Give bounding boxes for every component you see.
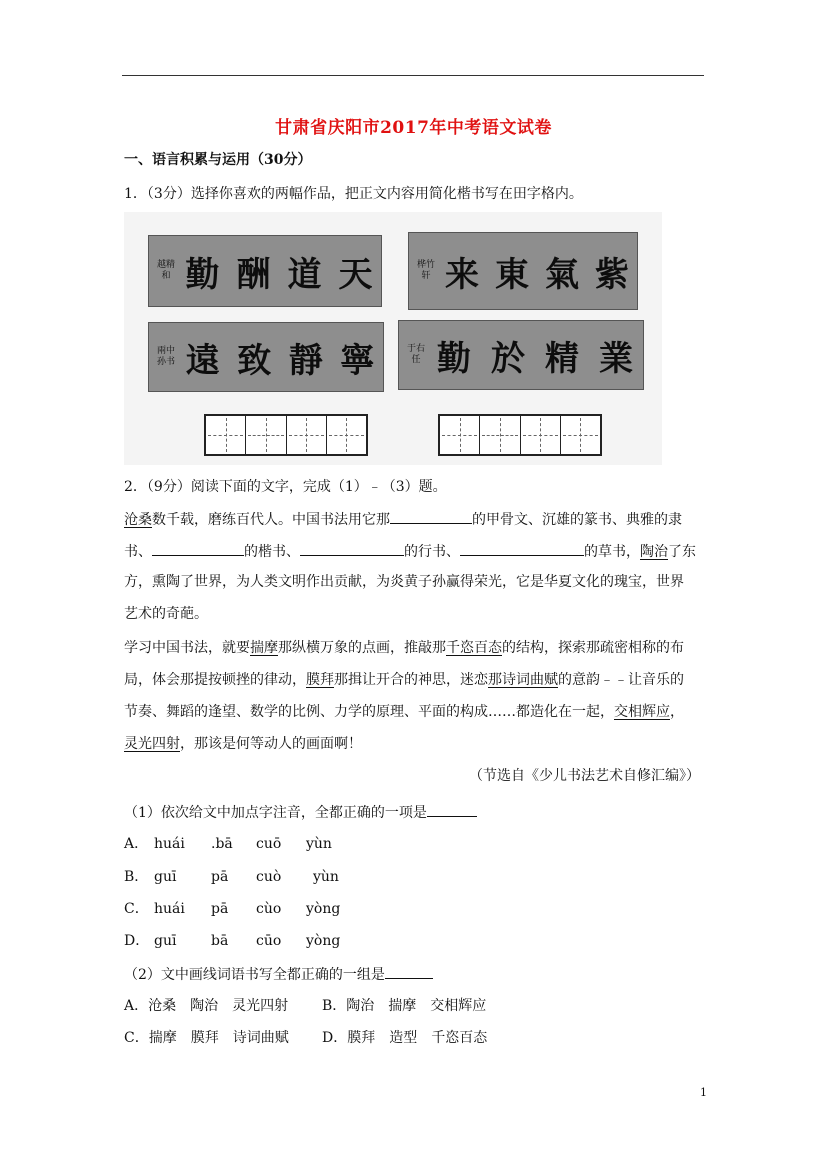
banner-char: 天 <box>338 254 373 295</box>
banner-char: 来 <box>445 254 479 295</box>
banner-char: 寧 <box>340 340 375 381</box>
banner-char: 道 <box>287 254 322 295</box>
sub-question-1: （1）依次给文中加点字注音，全都正确的一项是 <box>124 802 477 822</box>
page-number: 1 <box>700 1086 707 1099</box>
passage-line: 书、 的楷书、 的行书、 的草书，陶治了东 <box>124 541 696 561</box>
answer-blank[interactable] <box>385 964 433 979</box>
banner-signature: 兩中孙书 <box>156 346 175 367</box>
underlined-word: 陶治 <box>640 544 668 560</box>
underlined-word: 沧桑 <box>124 512 152 528</box>
banner-char: 勤 <box>437 338 471 379</box>
banner-char: 酬 <box>236 254 271 295</box>
option-row <box>124 997 486 1015</box>
option-c[interactable]: C． huái pā cùo yòng <box>124 901 341 917</box>
banner-char: 精 <box>545 338 579 379</box>
calligraphy-banner <box>398 320 644 390</box>
option-b[interactable]: B． guī pā cuò yùn <box>124 869 339 885</box>
calligraphy-banner <box>148 235 382 307</box>
banner-char: 業 <box>599 338 633 379</box>
underlined-word: 千恣百态 <box>446 640 502 656</box>
option-a[interactable]: A． huái .bā cuō yùn <box>124 836 332 852</box>
calligraphy-figure <box>124 212 662 465</box>
header-rule <box>122 75 704 76</box>
question-1-text: 1．（3分）选择你喜欢的两幅作品，把正文内容用简化楷书写在田字格内。 <box>124 186 583 202</box>
sub-question-2: （2）文中画线词语书写全都正确的一组是 <box>124 964 433 984</box>
answer-blank[interactable] <box>390 509 472 524</box>
banner-signature: 越精和 <box>156 260 175 281</box>
passage-line: 学习中国书法，就要揣摩那纵横万象的点画，推敲那千恣百态的结构，探索那疏密相称的布 <box>124 640 684 656</box>
banner-char: 靜 <box>288 340 323 381</box>
underlined-word: 交相辉应 <box>614 704 670 720</box>
passage-line: 沧桑数千载，磨练百代人。中国书法用它那 的甲骨文、沉雄的篆书、典雅的隶 <box>124 509 682 529</box>
passage-line: 灵光四射，那该是何等动人的画面啊！ <box>124 736 362 752</box>
answer-blank[interactable] <box>460 541 584 556</box>
option-d[interactable]: D．膜拜 造型 千恣百态 <box>322 1030 488 1046</box>
exam-title: 甘肃省庆阳市2017年中考语文试卷 <box>275 118 552 138</box>
passage-line: 节奏、舞蹈的逢望、数学的比例、力学的原理、平面的构成……都造化在一起，交相辉应， <box>124 704 684 720</box>
underlined-word: 膜拜 <box>306 672 334 688</box>
tianzi-grid[interactable] <box>438 414 602 456</box>
banner-char: 勤 <box>185 254 220 295</box>
underlined-word: 灵光四射 <box>124 736 180 752</box>
question-2-intro: 2．（9分）阅读下面的文字，完成（1）﹣（3）题。 <box>124 479 447 495</box>
banner-char: 遠 <box>185 340 220 381</box>
answer-blank[interactable] <box>300 541 404 556</box>
calligraphy-banner <box>408 232 638 310</box>
tianzi-grid[interactable] <box>204 414 368 456</box>
underlined-word: 那诗词曲赋 <box>488 672 558 688</box>
passage-line: 方，熏陶了世界，为人类文明作出贡献，为炎黄子孙赢得荣光，它是华夏文化的瑰宝，世界 <box>124 574 684 590</box>
option-c[interactable]: C．揣摩 膜拜 诗词曲赋 <box>124 1030 289 1046</box>
calligraphy-banner <box>148 322 384 392</box>
option-b[interactable]: B．陶治 揣摩 交相辉应 <box>322 998 487 1014</box>
banner-char: 紫 <box>595 254 629 295</box>
answer-blank[interactable] <box>152 541 244 556</box>
passage-line: 局，体会那提按顿挫的律动，膜拜那揖让开合的神思，迷恋那诗词曲赋的意韵﹣﹣让音乐的 <box>124 672 684 688</box>
banner-char: 於 <box>491 338 525 379</box>
option-a[interactable]: A．沧桑 陶治 灵光四射 <box>124 998 289 1014</box>
option-d[interactable]: D． guī bā cūo yòng <box>124 933 341 949</box>
banner-signature: 于右任 <box>406 344 425 365</box>
passage-line: 艺术的奇葩。 <box>124 606 208 622</box>
option-row <box>124 1029 487 1047</box>
answer-blank[interactable] <box>427 802 477 817</box>
banner-signature: 桦竹轩 <box>416 260 435 281</box>
banner-char: 東 <box>495 254 529 295</box>
passage-source: （节选自《少儿书法艺术自修汇编》） <box>469 768 700 784</box>
underlined-word: 揣摩 <box>250 640 278 656</box>
section-heading: 一、语言积累与运用（30分） <box>124 152 312 168</box>
banner-char: 氣 <box>545 254 579 295</box>
banner-char: 致 <box>237 340 272 381</box>
